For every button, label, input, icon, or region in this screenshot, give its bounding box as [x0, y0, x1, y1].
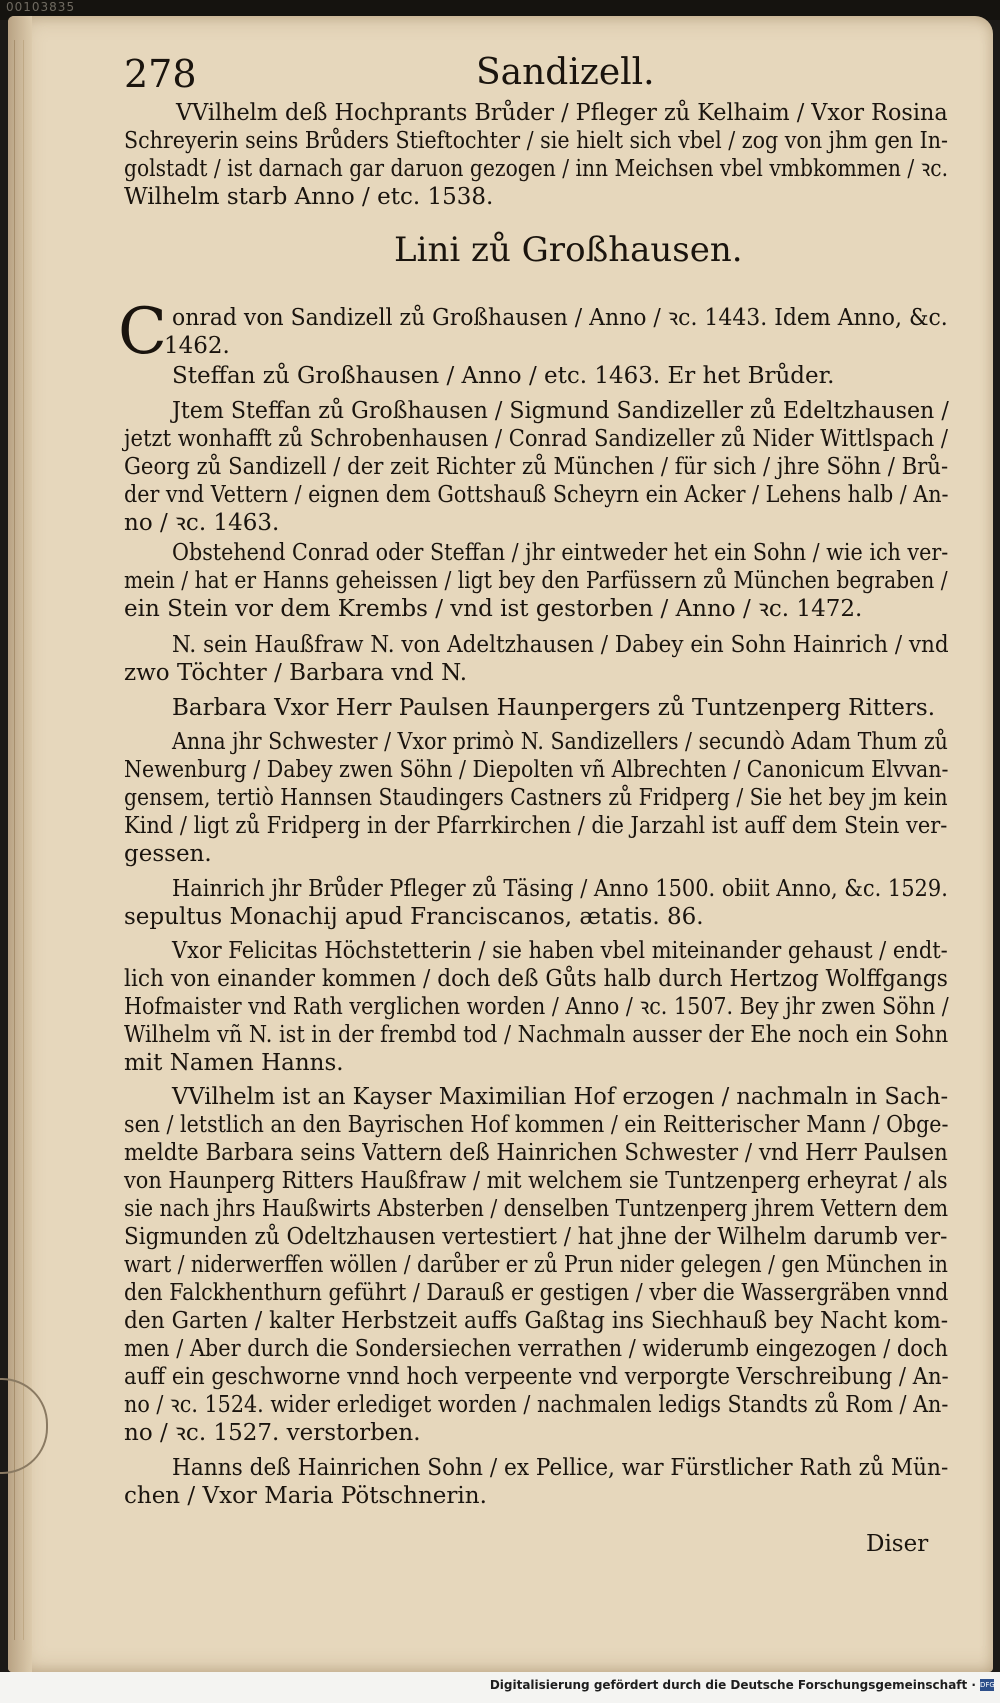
text-line: onrad von Sandizell zů Großhausen / Anno / ꝛc. 1443. Idem Anno, &c.	[172, 305, 948, 331]
text-line: Barbara Vxor Herr Paulsen Haunpergers zů Tuntzenperg Ritters.	[172, 695, 936, 721]
text-line: lich von einander kommen / doch deß Gůts halb durch Hertzog Wolffgangs	[124, 966, 948, 992]
page-number: 278	[124, 52, 197, 96]
text-line: den Garten / kalter Herbstzeit auffs Gaßtag ins Siechhauß bey Nacht kom-	[124, 1308, 949, 1334]
text-line: Wilhelm starb Anno / etc. 1538.	[124, 184, 494, 210]
text-line: golstadt / ist darnach gar daruon gezogen / inn Meichsen vbel vmbkommen / ꝛc.	[124, 156, 949, 182]
text-line: meldte Barbara seins Vattern deß Hainrichen Schwester / vnd Herr Paulsen	[124, 1140, 948, 1166]
text-line: sen / letstlich an den Bayrischen Hof kommen / ein Reitterischer Mann / Obge-	[124, 1112, 949, 1138]
text-line: auff ein geschworne vnnd hoch verpeente vnd verporgte Verschreibung / An-	[124, 1364, 949, 1390]
text-line: gessen.	[124, 841, 212, 867]
text-line: Steffan zů Großhausen / Anno / etc. 1463. Er het Brůder.	[172, 363, 835, 389]
text-line: Wilhelm vñ N. ist in der frembd tod / Nachmaln ausser der Ehe noch ein Sohn	[124, 1022, 949, 1048]
footer-credit: Digitalisierung gefördert durch die Deutsche Forschungsgemeinschaft ·	[489, 1678, 976, 1692]
text-line: Hainrich jhr Brůder Pfleger zů Täsing / Anno 1500. obiit Anno, &c. 1529.	[172, 876, 948, 902]
text-line: no / ꝛc. 1524. wider erlediget worden / nachmalen ledigs Standts zů Rom / An-	[124, 1392, 949, 1418]
footer-bar	[0, 1672, 1000, 1703]
text-line: wart / niderwerffen wöllen / darůber er zů Prun nider gelegen / gen München in	[124, 1252, 948, 1278]
text-line: no / ꝛc. 1527. verstorben.	[124, 1420, 421, 1446]
text-line: Anna jhr Schwester / Vxor primò N. Sandizellers / secundò Adam Thum zů	[172, 729, 948, 755]
text-line: von Haunperg Ritters Haußfraw / mit welchem sie Tuntzenperg erheyrat / als	[124, 1168, 948, 1194]
text-line: Schreyerin seins Brůders Stieftochter / sie hielt sich vbel / zog von jhm gen In-	[124, 128, 948, 154]
catchword: Diser	[866, 1531, 929, 1557]
text-line: Kind / ligt zů Fridperg in der Pfarrkirchen / die Jarzahl ist auff dem Stein ver-	[124, 813, 948, 839]
text-line: ein Stein vor dem Krembs / vnd ist gestorben / Anno / ꝛc. 1472.	[124, 596, 863, 622]
text-line: der vnd Vettern / eignen dem Gottshauß Scheyrn ein Acker / Lehens halb / An-	[124, 482, 949, 508]
text-line: Georg zů Sandizell / der zeit Richter zů München / für sich / jhre Söhn / Brů-	[124, 454, 949, 480]
drop-cap: C	[118, 295, 167, 369]
text-line: mit Namen Hanns.	[124, 1050, 344, 1076]
text-line: chen / Vxor Maria Pötschnerin.	[124, 1483, 487, 1509]
text-line: sie nach jhrs Haußwirts Absterben / denselben Tuntzenperg jhrem Vettern dem	[124, 1196, 949, 1222]
running-head: Sandizell.	[476, 52, 655, 93]
text-line: gensem, tertiò Hannsen Staudingers Castners zů Fridperg / Sie het bey jm kein	[124, 785, 948, 811]
text-line: VVilhelm deß Hochprants Brůder / Pfleger zů Kelhaim / Vxor Rosina	[176, 100, 948, 126]
text-line: Sigmunden zů Odeltzhausen vertestiert / hat jhne der Wilhelm darumb ver-	[124, 1224, 948, 1250]
text-line: sepultus Monachij apud Franciscanos, ætatis. 86.	[124, 904, 704, 930]
text-line: VVilhelm ist an Kayser Maximilian Hof erzogen / nachmaln in Sach-	[172, 1084, 949, 1110]
text-line: mein / hat er Hanns geheissen / ligt bey den Parfüssern zů München begraben /	[124, 568, 948, 594]
text-line: den Falckhenthurn geführt / Darauß er gestigen / vber die Wassergräben vnnd	[124, 1280, 949, 1306]
text-line: Hofmaister vnd Rath verglichen worden / Anno / ꝛc. 1507. Bey jhr zwen Söhn /	[124, 994, 949, 1020]
section-heading: Lini zů Großhausen.	[394, 230, 743, 270]
text-line: Jtem Steffan zů Großhausen / Sigmund Sandizeller zů Edeltzhausen /	[172, 398, 949, 424]
dfg-logo-icon: DFG	[980, 1681, 995, 1689]
text-line: Obstehend Conrad oder Steffan / jhr eintweder het ein Sohn / wie ich ver-	[172, 540, 949, 566]
text-line: Hanns deß Hainrichen Sohn / ex Pellice, war Fürstlicher Rath zů Mün-	[172, 1455, 949, 1481]
text-line: Newenburg / Dabey zwen Söhn / Diepolten vñ Albrechten / Canonicum Elvvan-	[124, 757, 949, 783]
text-line: N. sein Haußfraw N. von Adeltzhausen / Dabey ein Sohn Hainrich / vnd	[172, 632, 949, 658]
text-line: 1462.	[164, 333, 230, 359]
text-line: zwo Töchter / Barbara vnd N.	[124, 660, 468, 686]
text-line: no / ꝛc. 1463.	[124, 510, 280, 536]
text-line: men / Aber durch die Sondersiechen verrathen / widerumb eingezogen / doch	[124, 1336, 948, 1362]
digitization-id: 00103835	[6, 0, 76, 14]
text-line: jetzt wonhafft zů Schrobenhausen / Conrad Sandizeller zů Nider Wittlspach /	[124, 426, 948, 452]
text-line: Vxor Felicitas Höchstetterin / sie haben vbel miteinander gehaust / endt-	[172, 938, 948, 964]
